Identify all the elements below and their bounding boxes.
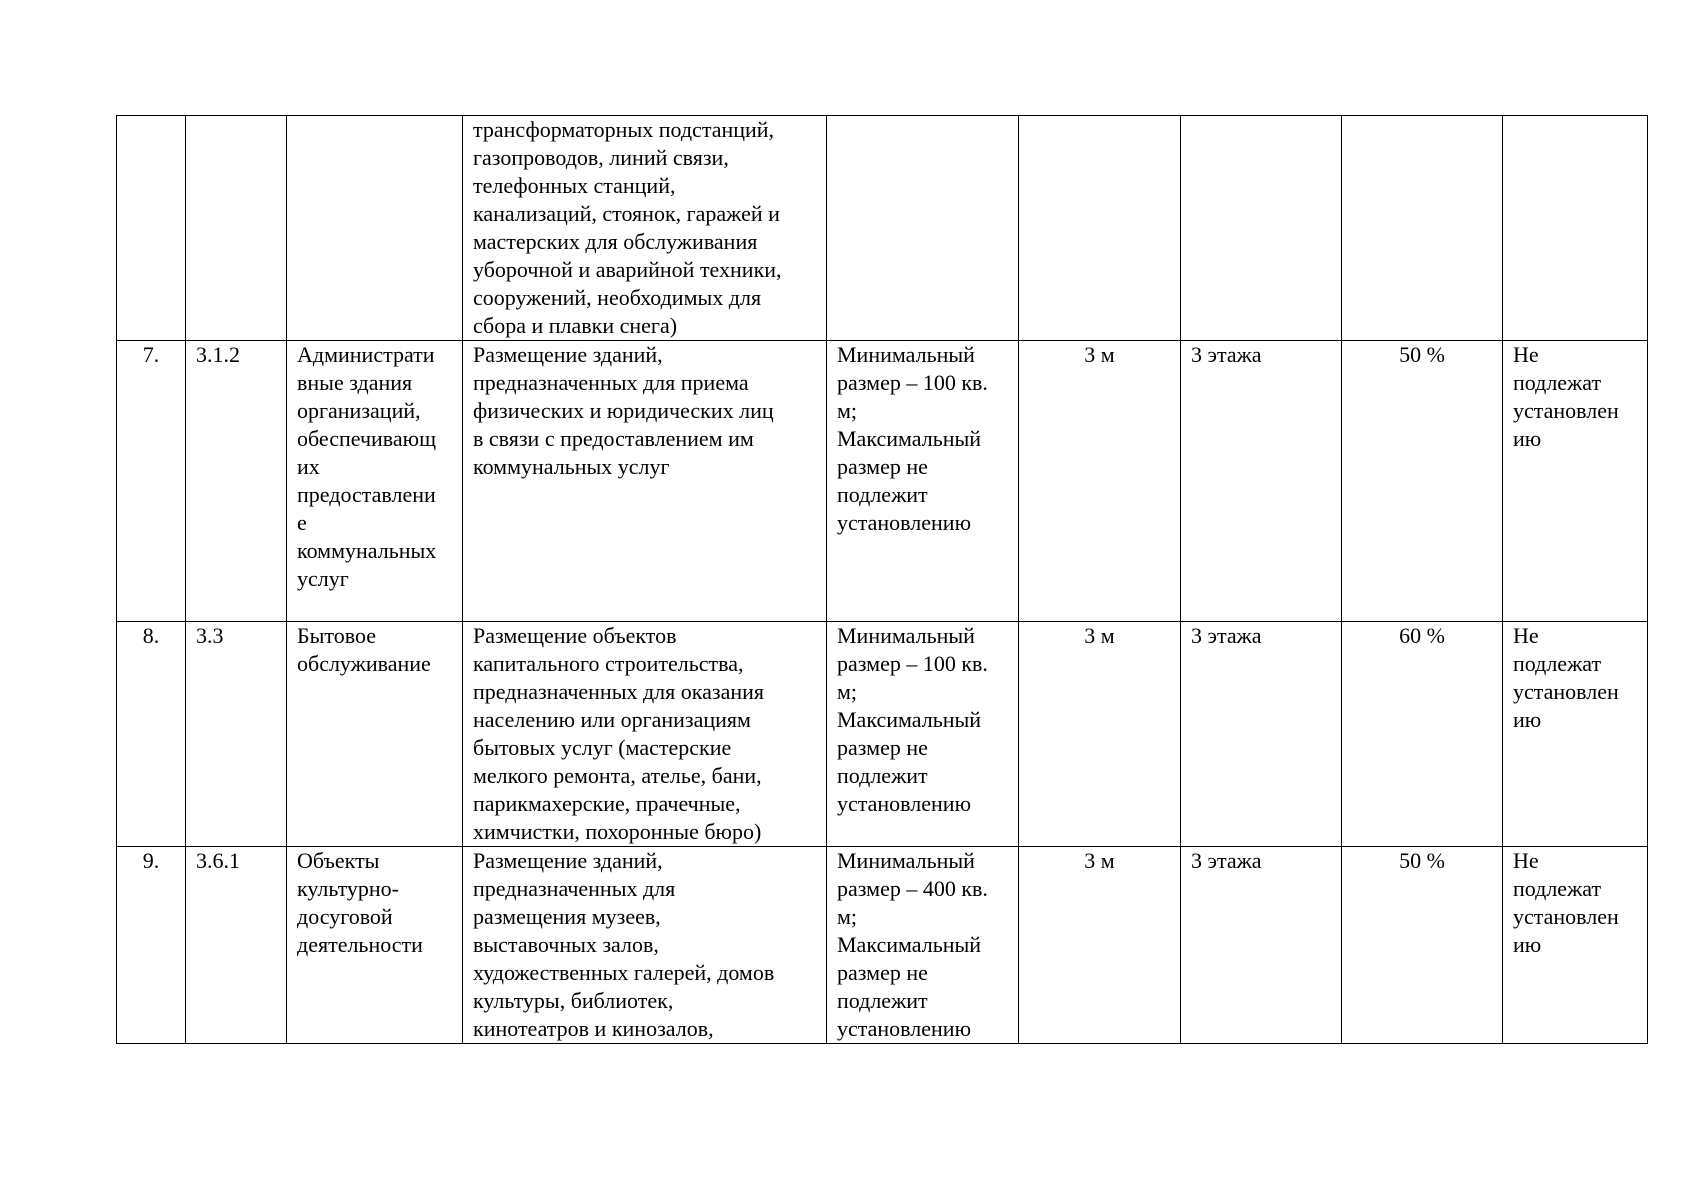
floors-cell: 3 этажа xyxy=(1181,622,1342,847)
floors-cell: 3 этажа xyxy=(1181,341,1342,622)
use-code-cell xyxy=(186,116,287,341)
table-row xyxy=(117,341,1648,622)
use-name-cell xyxy=(287,116,463,341)
use-name-cell: Администрати вные здания организаций, обеспечивающ их предоставлени е коммунальных услуг xyxy=(287,341,463,622)
use-description-cell: Размещение объектов капитального строительства, предназначенных для оказания населению или организациям бытовых услуг (мастерские мелкого ремонта, ателье, бани, парикмахерские, прачечные, химчистки, похоронные бюро) xyxy=(463,622,827,847)
lot-size-cell: Минимальный размер – 400 кв. м; Максимальный размер не подлежит установлению xyxy=(827,847,1019,1044)
lot-size-cell xyxy=(827,116,1019,341)
other-params-cell: Не подлежат установлен ию xyxy=(1503,622,1648,847)
use-name-cell: Объекты культурно- досуговой деятельности xyxy=(287,847,463,1044)
use-code-cell: 3.3 xyxy=(186,622,287,847)
setback-cell xyxy=(1019,116,1181,341)
table-row xyxy=(117,116,1648,341)
row-number-cell xyxy=(117,116,186,341)
use-code-cell: 3.6.1 xyxy=(186,847,287,1044)
coverage-cell: 50 % xyxy=(1342,847,1503,1044)
table-row xyxy=(117,622,1648,847)
other-params-cell: Не подлежат установлен ию xyxy=(1503,341,1648,622)
row-number-cell: 9. xyxy=(117,847,186,1044)
floors-cell: 3 этажа xyxy=(1181,847,1342,1044)
use-description-cell: трансформаторных подстанций, газопроводов, линий связи, телефонных станций, канализаций, стоянок, гаражей и мастерских для обслуживания уборочной и аварийной техники, сооружений, необходимых для сбора и плавки снега) xyxy=(463,116,827,341)
use-description-cell: Размещение зданий, предназначенных для приема физических и юридических лиц в связи с предоставлением им коммунальных услуг xyxy=(463,341,827,622)
other-params-cell: Не подлежат установлен ию xyxy=(1503,847,1648,1044)
table-row xyxy=(117,847,1648,1044)
lot-size-cell: Минимальный размер – 100 кв. м; Максимальный размер не подлежит установлению xyxy=(827,341,1019,622)
use-description-cell: Размещение зданий, предназначенных для размещения музеев, выставочных залов, художественных галерей, домов культуры, библиотек, кинотеатров и кинозалов, xyxy=(463,847,827,1044)
other-params-cell xyxy=(1503,116,1648,341)
setback-cell: 3 м xyxy=(1019,622,1181,847)
lot-size-cell: Минимальный размер – 100 кв. м; Максимальный размер не подлежит установлению xyxy=(827,622,1019,847)
use-code-cell: 3.1.2 xyxy=(186,341,287,622)
use-name-cell: Бытовое обслуживание xyxy=(287,622,463,847)
coverage-cell: 50 % xyxy=(1342,341,1503,622)
coverage-cell xyxy=(1342,116,1503,341)
setback-cell: 3 м xyxy=(1019,341,1181,622)
setback-cell: 3 м xyxy=(1019,847,1181,1044)
row-number-cell: 8. xyxy=(117,622,186,847)
row-number-cell: 7. xyxy=(117,341,186,622)
zoning-regulations-table xyxy=(116,115,1648,1044)
floors-cell xyxy=(1181,116,1342,341)
coverage-cell: 60 % xyxy=(1342,622,1503,847)
